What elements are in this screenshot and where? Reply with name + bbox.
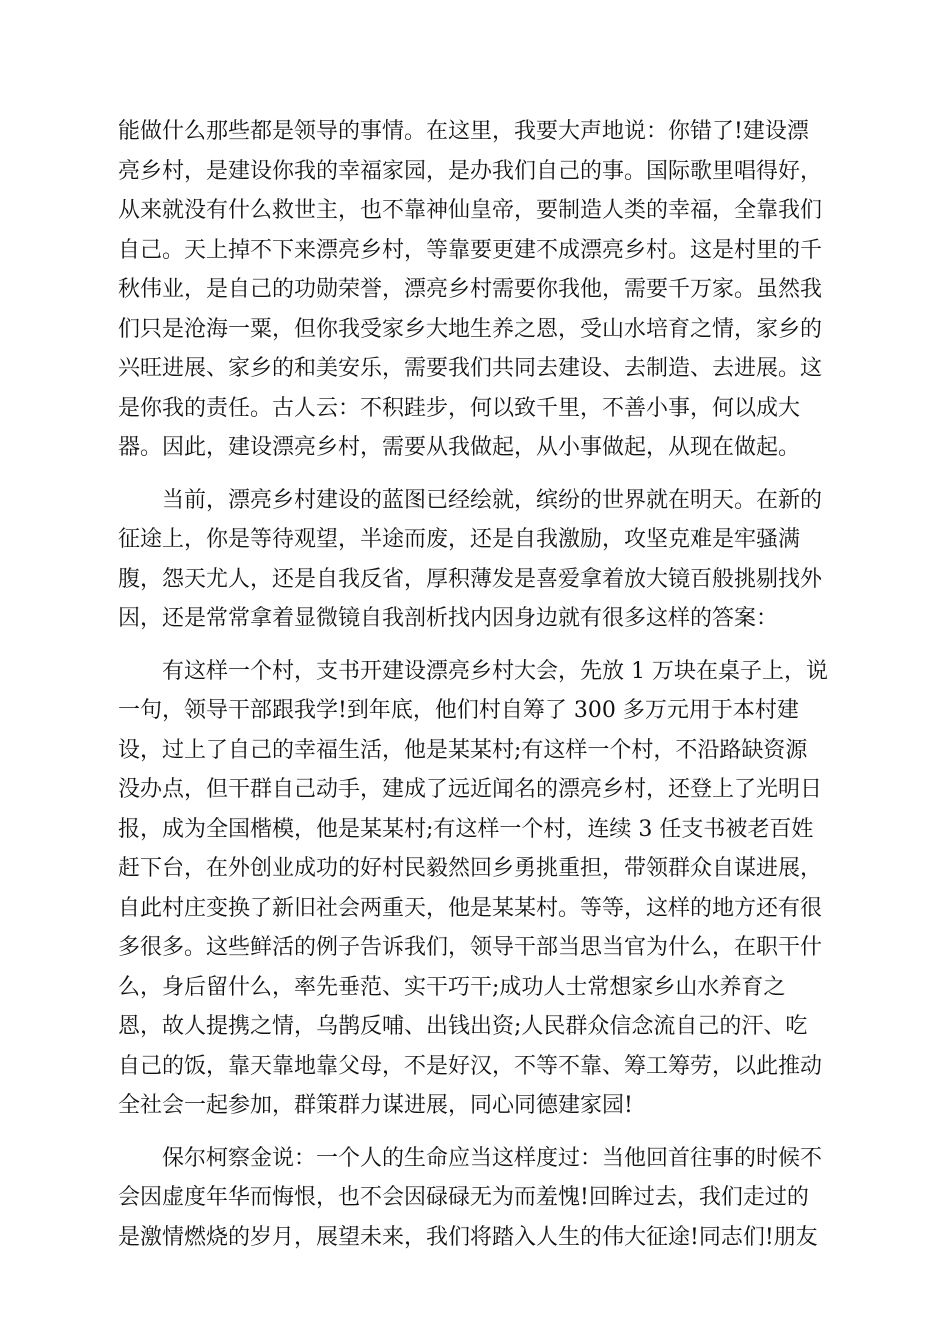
paragraph-line: 秋伟业，是自己的功勋荣誉，漂亮乡村需要你我他，需要千万家。虽然我 [118,277,823,302]
paragraph-line: 赶下台，在外创业成功的好村民毅然回乡勇挑重担，带领群众自谋进展， [118,856,823,881]
paragraph-line: 是你我的责任。古人云：不积跬步，何以致千里，不善小事，何以成大 [118,395,801,421]
paragraph-first-line: 保尔柯察金说：一个人的生命应当这样度过：当他回首往事的时候不 [162,1145,823,1171]
paragraph-line: 多很多。这些鲜活的例子告诉我们，领导干部当思当官为什么，在职干什 [118,935,823,960]
paragraph-line: 是激情燃烧的岁月，展望未来，我们将踏入人生的伟大征途!同志们!朋友 [118,1224,818,1250]
paragraph-3 [118,652,834,1126]
paragraph-1 [118,112,834,468]
paragraph-line: 器。因此，建设漂亮乡村，需要从我做起，从小事做起，从现在做起。 [118,435,801,460]
paragraph-line: 么，身后留什么，率先垂范、实干巧干;成功人士常想家乡山水养育之 [118,974,786,1000]
paragraph-line: 全社会一起参加，群策群力谋进展，同心同德建家园! [118,1093,633,1118]
paragraph-line: 兴旺进展、家乡的和美安乐，需要我们共同去建设、去制造、去进展。这 [118,356,823,381]
paragraph-line: 从来就没有什么救世主，也不靠神仙皇帝，要制造人类的幸福，全靠我们 [118,198,823,223]
paragraph-line: 没办点，但干群自己动手，建成了远近闻名的漂亮乡村，还登上了光明日 [118,777,823,802]
paragraph-line: 一句，领导干部跟我学!到年底，他们村自筹了 300 多万元用于本村建 [118,698,799,723]
paragraph-line: 恩，故人提携之情，乌鹊反哺、出钱出资;人民群众信念流自己的汗、吃 [118,1014,808,1039]
paragraph-first-line: 有这样一个村，支书开建设漂亮乡村大会，先放 1 万块在桌子上，说 [162,658,828,684]
paragraph-line: 自己。天上掉不下来漂亮乡村，等靠要更建不成漂亮乡村。这是村里的千 [118,237,823,263]
paragraph-first-line: 当前，漂亮乡村建设的蓝图已经绘就，缤纷的世界就在明天。在新的 [162,487,823,513]
paragraph-line: 因，还是常常拿着显微镜自我剖析找内因身边就有很多这样的答案： [118,606,779,631]
paragraph-line: 自己的饭，靠天靠地靠父母，不是好汉，不等不靠、筹工筹劳，以此推动 [118,1053,823,1079]
paragraph-line: 自此村庄变换了新旧社会两重天，他是某某村。等等，这样的地方还有很 [118,895,823,921]
paragraph-line: 报，成为全国楷模，他是某某村;有这样一个村，连续 3 任支书被老百姓 [118,816,814,842]
body-text [118,112,834,1270]
paragraph-line: 们只是沧海一粟，但你我受家乡大地生养之恩，受山水培育之情，家乡的 [118,316,823,342]
paragraph-2 [118,481,834,639]
paragraph-4 [118,1139,834,1258]
paragraph-line: 会因虚度年华而悔恨，也不会因碌碌无为而羞愧!回眸过去，我们走过的 [118,1185,809,1210]
paragraph-line: 能做什么那些都是领导的事情。在这里，我要大声地说：你错了!建设漂 [118,119,809,144]
paragraph-line: 亮乡村，是建设你我的幸福家园，是办我们自己的事。国际歌里唱得好， [118,158,823,184]
paragraph-line: 腹，怨天尤人，还是自我反省，厚积薄发是喜爱拿着放大镜百般挑剔找外 [118,566,823,592]
paragraph-line: 征途上，你是等待观望，半途而废，还是自我激励，攻坚克难是牢骚满 [118,527,801,552]
paragraph-line: 设，过上了自己的幸福生活，他是某某村;有这样一个村，不沿路缺资源 [118,737,808,763]
